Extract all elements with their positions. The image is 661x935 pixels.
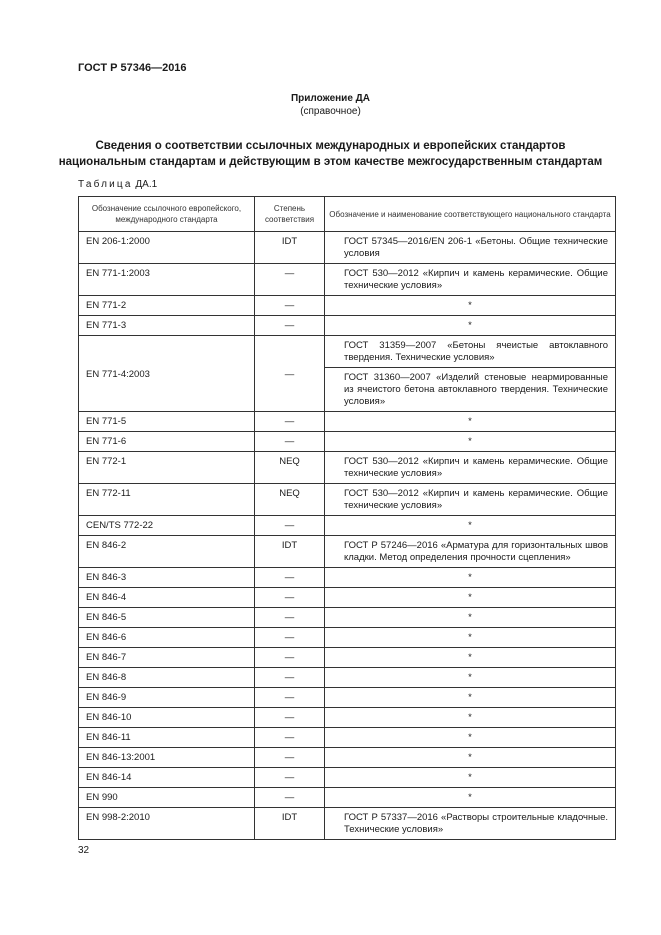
table-row <box>79 728 616 748</box>
reference-cell: EN 998-2:2010 <box>79 808 255 840</box>
table-caption-label: Таблица <box>78 179 133 190</box>
table-row <box>79 648 616 668</box>
table-row <box>79 232 616 264</box>
reference-cell: EN 846-4 <box>79 588 255 608</box>
section-heading-line2: национальным стандартам и действующим в этом качестве межгосударственным стандартам <box>58 156 603 168</box>
table-row <box>79 452 616 484</box>
appendix-title: Приложение ДА <box>290 93 371 104</box>
column-header-national: Обозначение и наименование соответствующего национального стандарта <box>325 197 616 232</box>
table-row <box>79 316 616 336</box>
degree-cell: — <box>255 668 325 688</box>
table-header-row <box>79 197 616 232</box>
table-row <box>79 808 616 840</box>
national-standard-cell: * <box>325 296 616 316</box>
national-standard-cell: ГОСТ 530—2012 «Кирпич и камень керамические. Общие технические условия» <box>325 452 616 484</box>
reference-cell: EN 771-3 <box>79 316 255 336</box>
table-row <box>79 708 616 728</box>
table-row <box>79 296 616 316</box>
national-standard-cell: ГОСТ Р 57246—2016 «Арматура для горизонтальных швов кладки. Метод определения прочности сцепления» <box>325 536 616 568</box>
table-row <box>79 536 616 568</box>
page-number: 32 <box>78 845 90 856</box>
table-row <box>79 788 616 808</box>
reference-cell: EN 990 <box>79 788 255 808</box>
reference-cell: EN 772-1 <box>79 452 255 484</box>
national-standard-cell: * <box>325 316 616 336</box>
table-row <box>79 668 616 688</box>
document-code: ГОСТ Р 57346—2016 <box>78 62 187 74</box>
national-standard-cell: * <box>325 432 616 452</box>
degree-cell: — <box>255 296 325 316</box>
national-standard-cell: * <box>325 748 616 768</box>
national-standard-cell: * <box>325 608 616 628</box>
degree-cell: — <box>255 608 325 628</box>
table-row <box>79 588 616 608</box>
table-row <box>79 688 616 708</box>
degree-cell: — <box>255 316 325 336</box>
table-row <box>79 264 616 296</box>
degree-cell: — <box>255 788 325 808</box>
national-standard-cell: ГОСТ 530—2012 «Кирпич и камень керамические. Общие технические условия» <box>325 264 616 296</box>
degree-cell: — <box>255 728 325 748</box>
table-row <box>79 608 616 628</box>
section-heading-line1: Сведения о соответствии ссылочных международных и европейских стандартов <box>95 140 566 152</box>
reference-cell: EN 846-6 <box>79 628 255 648</box>
national-standard-cell: * <box>325 588 616 608</box>
table-caption-number: ДА.1 <box>135 179 158 190</box>
table-row <box>79 628 616 648</box>
national-standard-cell: * <box>325 728 616 748</box>
reference-cell: EN 771-5 <box>79 412 255 432</box>
degree-cell: — <box>255 412 325 432</box>
reference-cell: EN 846-2 <box>79 536 255 568</box>
degree-cell: IDT <box>255 232 325 264</box>
national-standard-cell: ГОСТ 57345—2016/EN 206-1 «Бетоны. Общие технические условия <box>325 232 616 264</box>
national-standard-cell: * <box>325 628 616 648</box>
degree-cell: — <box>255 432 325 452</box>
national-standard-cell: * <box>325 708 616 728</box>
degree-cell: IDT <box>255 808 325 840</box>
degree-cell: — <box>255 336 325 412</box>
degree-cell: — <box>255 768 325 788</box>
national-standard-cell: * <box>325 768 616 788</box>
reference-cell: EN 771-6 <box>79 432 255 452</box>
national-standard-cell: * <box>325 516 616 536</box>
table-row <box>79 484 616 516</box>
degree-cell: — <box>255 628 325 648</box>
table-row <box>79 748 616 768</box>
degree-cell: — <box>255 688 325 708</box>
reference-cell: EN 846-14 <box>79 768 255 788</box>
reference-cell: EN 846-13:2001 <box>79 748 255 768</box>
degree-cell: NEQ <box>255 452 325 484</box>
appendix-note: (справочное) <box>300 106 361 117</box>
table-row <box>79 432 616 452</box>
national-standard-cell: ГОСТ 31359—2007 «Бетоны ячеистые автоклавного твердения. Технические условия» <box>325 336 616 368</box>
degree-cell: — <box>255 516 325 536</box>
reference-cell: EN 846-11 <box>79 728 255 748</box>
reference-cell: EN 846-5 <box>79 608 255 628</box>
national-standard-cell: * <box>325 788 616 808</box>
reference-cell: EN 846-8 <box>79 668 255 688</box>
national-standard-cell: ГОСТ 530—2012 «Кирпич и камень керамические. Общие технические условия» <box>325 484 616 516</box>
reference-cell: EN 206-1:2000 <box>79 232 255 264</box>
degree-cell: — <box>255 264 325 296</box>
degree-cell: NEQ <box>255 484 325 516</box>
reference-cell: EN 846-7 <box>79 648 255 668</box>
reference-cell: EN 771-2 <box>79 296 255 316</box>
degree-cell: — <box>255 588 325 608</box>
reference-cell: EN 771-1:2003 <box>79 264 255 296</box>
national-standard-cell: * <box>325 568 616 588</box>
table-caption <box>78 179 157 190</box>
reference-cell: EN 846-9 <box>79 688 255 708</box>
reference-cell: EN 771-4:2003 <box>79 336 255 412</box>
reference-cell: CEN/TS 772-22 <box>79 516 255 536</box>
degree-cell: — <box>255 748 325 768</box>
national-standard-cell: * <box>325 668 616 688</box>
table-row <box>79 768 616 788</box>
national-standard-cell: ГОСТ 31360—2007 «Изделий стеновые неармированные из ячеистого бетона автоклавного твердения. Технические условия» <box>325 368 616 412</box>
national-standard-cell: * <box>325 648 616 668</box>
table-row <box>79 516 616 536</box>
degree-cell: — <box>255 708 325 728</box>
national-standard-cell: ГОСТ Р 57337—2016 «Растворы строительные кладочные. Технические условия» <box>325 808 616 840</box>
table-row <box>79 412 616 432</box>
national-standard-cell: * <box>325 688 616 708</box>
table-row <box>79 568 616 588</box>
reference-cell: EN 772-11 <box>79 484 255 516</box>
correspondence-table <box>78 196 616 840</box>
column-header-reference: Обозначение ссылочного европейского, международного стандарта <box>79 197 255 232</box>
column-header-degree: Степень соответствия <box>255 197 325 232</box>
reference-cell: EN 846-3 <box>79 568 255 588</box>
degree-cell: IDT <box>255 536 325 568</box>
degree-cell: — <box>255 568 325 588</box>
table-row <box>79 336 616 368</box>
national-standard-cell: * <box>325 412 616 432</box>
reference-cell: EN 846-10 <box>79 708 255 728</box>
degree-cell: — <box>255 648 325 668</box>
